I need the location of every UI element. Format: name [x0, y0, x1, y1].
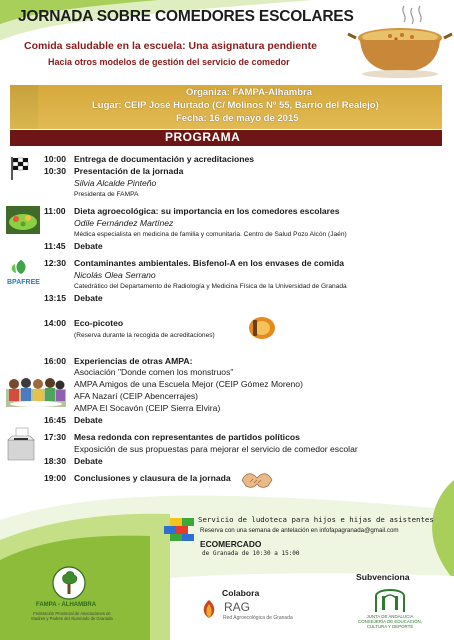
program-item-experiencias: Experiencias de otras AMPA:: [74, 356, 193, 366]
speaker-name: Nicolás Olea Serrano: [74, 270, 156, 280]
event-info-banner: [10, 85, 442, 129]
time-1000: 10:00: [44, 154, 66, 164]
program-item-acreditaciones: Entrega de documentación y acreditaciones: [74, 154, 255, 164]
rag-logo-icon: [198, 598, 220, 620]
program-item-detail: Exposición de sus propuestas para mejorar el servicio de comedor escolar: [74, 444, 358, 454]
program-item-dieta: Dieta agroecológica: su importancia en los comedores escolares: [74, 206, 340, 216]
fampa-name: FAMPA - ALHAMBRA: [36, 602, 97, 608]
svg-text:BPAFREE: BPAFREE: [7, 279, 40, 286]
rag-subtitle: Red Agroecológica de Granada: [223, 615, 293, 621]
speaker-role: Médica especialista en medicina de familia y comunitaria. Centro de Salud Pozo Alcón (Jaén): [74, 231, 347, 238]
experience-item: AMPA El Socavón (CEIP Sierra Elvira): [74, 403, 221, 413]
time-1100: 11:00: [44, 206, 66, 216]
ballot-box-icon: [6, 428, 36, 462]
cooking-pot-icon: [352, 4, 448, 84]
ecomercado-title: ECOMERCADO: [200, 539, 262, 549]
page-subtitle-secondary: Hacia otros modelos de gestión del servicio de comedor: [48, 57, 290, 67]
rag-logo-text: RAG: [224, 600, 251, 614]
program-item-debate: Debate: [74, 241, 103, 251]
experience-item: Asociación "Donde comen los monstruos": [74, 367, 234, 377]
time-1900: 19:00: [44, 473, 66, 483]
program-item-contaminantes: Contaminantes ambientales. Bisfenol-A en los envases de comida: [74, 258, 344, 268]
time-1315: 13:15: [44, 293, 66, 303]
page-subtitle: Comida saludable en la escuela: Una asignatura pendiente: [24, 40, 317, 52]
ludoteca-reserva-text: Reserva con una semana de antelación en infofapagranada@gmail.com: [200, 527, 399, 534]
speaker-role: Presidenta de FAMPA: [74, 191, 139, 198]
group-photo-icon: [6, 375, 66, 407]
salad-icon: [6, 206, 40, 234]
time-1600: 16:00: [44, 356, 66, 366]
fampa-description: Federación Provincial de Asociaciones de Madres y Padres del Alumnado de Granada: [31, 611, 113, 621]
program-item-debate: Debate: [74, 293, 103, 303]
program-item-mesa-redonda: Mesa redonda con representantes de partidos políticos: [74, 432, 300, 442]
ecomercado-schedule: de Granada de 10:30 a 15:00: [202, 550, 300, 557]
fampa-logo: [52, 566, 86, 600]
program-item-eco-picoteo: Eco-picoteo: [74, 318, 124, 328]
time-1645: 16:45: [44, 415, 66, 425]
speaker-role: Catedrático del Departamento de Radiología y Medicina Física de la Universidad de Granada: [74, 283, 347, 290]
experience-item: AMPA Amigos de una Escuela Mejor (CEIP Gómez Moreno): [74, 379, 303, 389]
time-1145: 11:45: [44, 241, 66, 251]
subvenciona-label: Subvenciona: [356, 572, 410, 582]
junta-text: JUNTA DE ANDALUCIA CONSEJERÍA DE EDUCACIÓN, CULTURA Y DEPORTE: [358, 614, 422, 629]
programa-label: PROGRAMA: [165, 130, 241, 144]
time-1400: 14:00: [44, 318, 66, 328]
food-plate-icon: [248, 316, 276, 340]
junta-andalucia-logo: [372, 584, 408, 614]
time-1230: 12:30: [44, 258, 66, 268]
speaker-name: Silvia Alcalde Pinteño: [74, 178, 157, 188]
organizer-text: Organiza: FAMPA-Alhambra: [186, 87, 312, 98]
program-item-conclusiones: Conclusiones y clausura de la jornada: [74, 473, 231, 483]
colabora-label: Colabora: [222, 588, 260, 598]
checkered-flag-icon: [8, 155, 34, 181]
time-1030: 10:30: [44, 166, 66, 176]
page-title: JORNADA SOBRE COMEDORES ESCOLARES: [18, 8, 354, 25]
program-note: (Reserva durante la recogida de acreditaciones): [74, 332, 215, 339]
date-text: Fecha: 16 de mayo de 2015: [176, 113, 299, 124]
program-item-presentacion: Presentación de la jornada: [74, 166, 184, 176]
location-text: Lugar: CEIP José Hurtado (C/ Molinos Nº 55, Barrio del Realejo): [92, 100, 379, 111]
experience-item: AFA Nazarí (CEIP Abencerrajes): [74, 391, 199, 401]
bpa-free-icon: [6, 258, 40, 286]
programa-header: [10, 130, 442, 146]
ludoteca-text: Servicio de ludoteca para hijos e hijas de asistentes: [198, 515, 434, 524]
speaker-name: Odile Fernández Martínez: [74, 218, 174, 228]
program-item-debate: Debate: [74, 415, 103, 425]
time-1830: 18:30: [44, 456, 66, 466]
lego-blocks-icon: [162, 512, 196, 542]
time-1730: 17:30: [44, 432, 66, 442]
program-item-debate: Debate: [74, 456, 103, 466]
